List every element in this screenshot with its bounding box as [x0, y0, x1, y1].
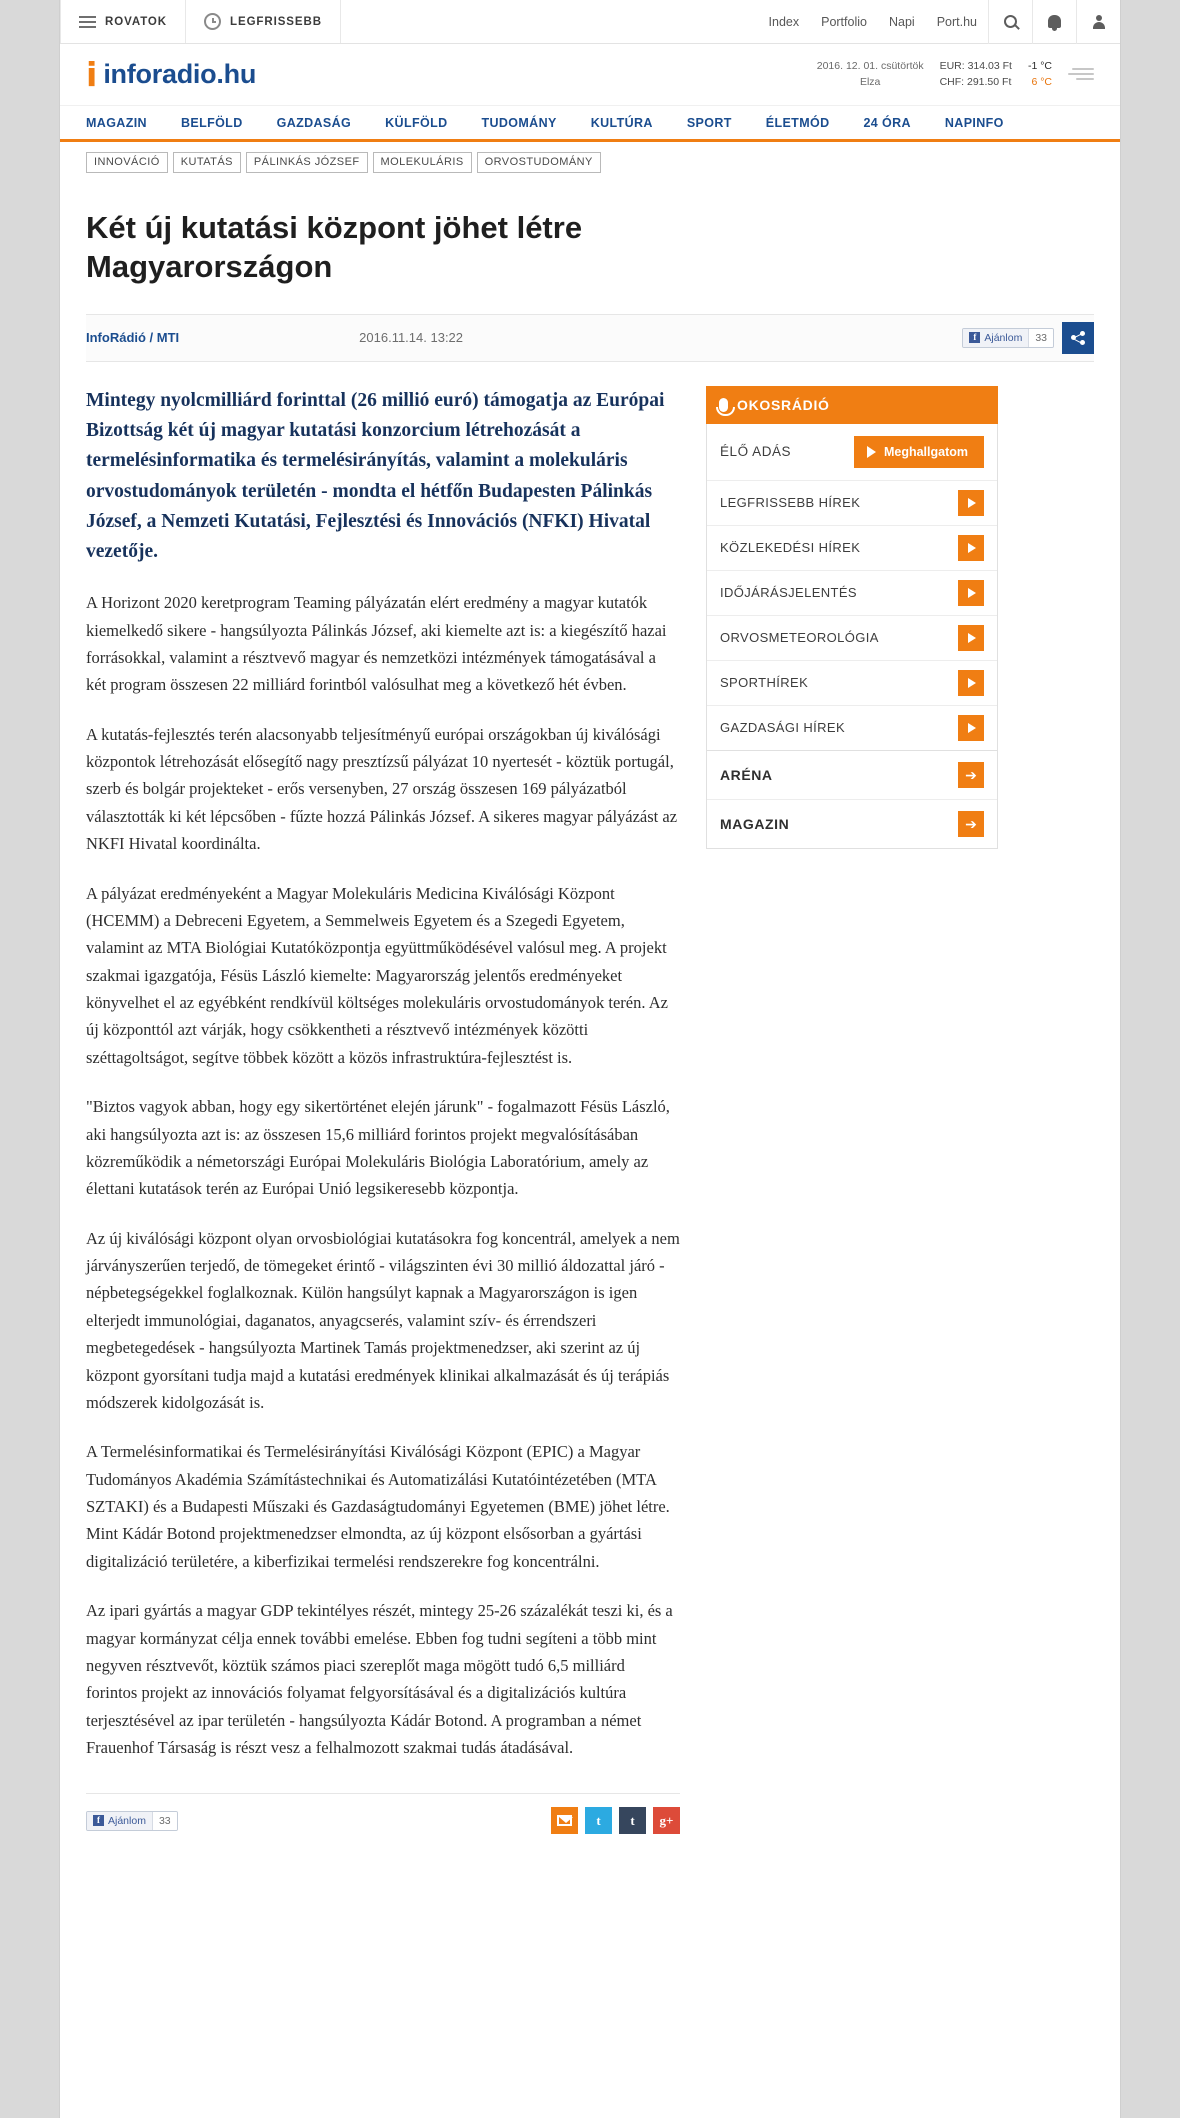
- currency-rates: [940, 59, 1012, 89]
- facebook-count: 33: [1028, 329, 1053, 347]
- play-button[interactable]: [958, 535, 984, 561]
- live-label: ÉLŐ ADÁS: [720, 444, 792, 460]
- top-bar-left: [60, 0, 341, 43]
- envelope-shape: [557, 1815, 572, 1826]
- google-plus-icon[interactable]: g+: [653, 1807, 680, 1834]
- show-label: GAZDASÁGI HÍREK: [720, 720, 846, 736]
- microphone-icon: [719, 398, 728, 412]
- facebook-recommend-label: Ajánlom: [108, 1814, 146, 1827]
- clock-icon: [204, 13, 221, 30]
- latest-button[interactable]: [186, 0, 341, 43]
- show-item-traffic[interactable]: [707, 526, 997, 571]
- play-icon: [968, 498, 976, 508]
- twitter-icon[interactable]: t: [585, 1807, 612, 1834]
- show-item-sport[interactable]: [707, 661, 997, 706]
- top-bar: [60, 0, 1120, 44]
- article-body: [86, 386, 680, 1784]
- article-paragraph: A Horizont 2020 keretprogram Teaming pályázatán elért eredmény a magyar kutatók kiemelkedő sikere - hangsúlyozta Pálinkás József, aki kiemelte azt is: a kiegészítő hazai forrásokkal, valamint a résztvevő magyar és nemzetközi intézmények támogatásával a két program összesen 22 milliárd forintból valósulhat meg a következő hét évben.: [86, 593, 667, 695]
- facebook-count: 33: [152, 1812, 177, 1830]
- toplink-index[interactable]: Index: [768, 14, 800, 29]
- nav-magazin[interactable]: MAGAZIN: [86, 115, 147, 130]
- logo-mark-icon: i: [86, 55, 98, 94]
- play-icon: [968, 588, 976, 598]
- nav-eletmod[interactable]: ÉLETMÓD: [765, 115, 830, 130]
- logo-row: [60, 44, 1120, 106]
- article-paragraph: A kutatás-fejlesztés terén alacsonyabb teljesítményű európai országokban új kiválósági központok létrehozását elősegítő nagy presztízsű pályázat 10 nyertesét - köztük portugál, szerb és bolgár projekteket - erős versenyben, 27 ország összesen 169 pályázatból választották ki két lépcsőben - fűzte hozzá Pálinkás József. A sikeres magyar pályázást az NKFI Hivatal koordinálta.: [86, 724, 678, 854]
- article-lead: Mintegy nyolcmilliárd forinttal (26 millió euró) támogatja az Európai Bizottság két új magyar kutatási konzorcium létrehozását a termelésinformatika és termelésirányítás, valamint a molekuláris orvostudományok területén - mondta el hétfőn Budapesten Pálinkás József, a Nemzeti Kutatási, Fejlesztési és Innovációs (NFKI) Hivatal vezetője.: [86, 389, 665, 562]
- show-label: SPORTHÍREK: [720, 675, 809, 691]
- latest-label: LEGFRISSEBB: [230, 15, 322, 28]
- user-icon: [1092, 15, 1106, 29]
- search-icon: [1004, 15, 1017, 28]
- temperatures: [1028, 59, 1052, 89]
- logo-text: [103, 59, 256, 90]
- smartradio-header: [706, 386, 998, 424]
- article-paragraph: A pályázat eredményeként a Magyar Molekuláris Medicina Kiválósági Központ (HCEMM) a Debreceni Egyetem, a Semmelweis Egyetem és a Szegedi Egyetem, valamint az MTA Biológiai Kutatóközpontja együttműködésével valósul meg. A projekt szakmai igazgatója, Fésüs László kiemelte: Magyarország jelentős eredményeket könyvelhet el az egyébként rendkívül költséges molekuláris orvostudományok terén. Az új központtól azt várják, hogy csökkentheti a résztvevő intézmények közötti széttagoltságot, segítve többek között a közös infrastruktúra-fejlesztést is.: [86, 883, 668, 1067]
- play-icon: [968, 678, 976, 688]
- article-source[interactable]: InfoRádió / MTI: [86, 330, 180, 346]
- listen-button[interactable]: [854, 436, 984, 468]
- top-bar-right: [758, 0, 1120, 43]
- main-nav: [60, 106, 1120, 142]
- toplink-portfolio[interactable]: Portfolio: [821, 14, 867, 29]
- promo-label: ARÉNA: [720, 766, 773, 783]
- facebook-icon: f: [969, 332, 980, 343]
- show-item-economy[interactable]: [707, 706, 997, 750]
- tag-item[interactable]: MOLEKULÁRIS: [373, 152, 472, 173]
- smartradio-title: OKOSRÁDIÓ: [737, 396, 830, 413]
- page-title: Két új kutatási központ jöhet létre Magyarországon: [86, 209, 583, 285]
- sections-menu-button[interactable]: [60, 0, 186, 43]
- facebook-recommend-inner: [87, 1812, 152, 1830]
- show-label: ORVOSMETEOROLÓGIA: [720, 630, 879, 646]
- hamburger-icon: [79, 16, 96, 28]
- show-item-latest-news[interactable]: [707, 481, 997, 526]
- tag-item[interactable]: PÁLINKÁS JÓZSEF: [246, 152, 368, 173]
- sections-menu-label: ROVATOK: [105, 15, 168, 28]
- tag-list: [60, 142, 1120, 173]
- facebook-icon: f: [93, 1815, 104, 1826]
- play-icon: [968, 633, 976, 643]
- promo-item-magazin[interactable]: [707, 800, 997, 848]
- temp-now: -1 °C: [1027, 60, 1052, 73]
- account-button[interactable]: [1076, 0, 1120, 44]
- promo-box: [706, 751, 998, 849]
- play-icon: [968, 543, 976, 553]
- toplink-porthu[interactable]: Port.hu: [936, 14, 977, 29]
- show-item-medical-meteo[interactable]: [707, 616, 997, 661]
- nav-tudomany[interactable]: TUDOMÁNY: [481, 115, 557, 130]
- weather-widget: [817, 59, 1094, 89]
- listen-label: Meghallgatom: [883, 444, 968, 459]
- site-logo[interactable]: [86, 55, 257, 94]
- tag-item[interactable]: KUTATÁS: [173, 152, 241, 173]
- tag-item[interactable]: ORVOSTUDOMÁNY: [477, 152, 601, 173]
- notifications-button[interactable]: [1032, 0, 1076, 44]
- logo-suffix: .hu: [216, 59, 257, 89]
- sidebar: [706, 386, 998, 1784]
- social-share-icons: [551, 1807, 680, 1834]
- article-paragraph: Az ipari gyártás a magyar GDP tekintélyes részét, mintegy 25-26 százalékát teszi ki, és a magyar kormányzat célja ennek további emelése. Ebben fog tudni segíteni a több mint negyven résztvevőt, köztük számos piaci szereplőt maga mögött tudó 6,5 milliárd forintos projekt az innovációs folyamat felgyorsításával és a digitalizációs kultúra terjesztésével az ipar területén - hangsúlyozta Kádár Botond. A programban a német Frauenhof Társaság is részt vesz a felhalmozott szakmai tudás átadásával.: [86, 1601, 673, 1758]
- site-shell: [60, 0, 1120, 2118]
- facebook-recommend-button-bottom[interactable]: [86, 1811, 178, 1831]
- cloud-wind-icon: [1068, 65, 1094, 85]
- article-paragraph: Az új kiválósági központ olyan orvosbiológiai kutatásokra fog koncentrál, amelyek a nem járványszerűen terjedő, de tömegeket érintő - világszinten évi 30 millió áldozattal járó - népbetegségekkel foglalkoznak. Külön hangsúlyt kapnak a Magyarországon is igen elterjedt immunológiai, daganatos, anyagcserés, valamint szív- és érrendszeri megbetegedések - hangsúlyozta Martinek Tamás projektmenedzser, aki szerint az új központ gyorsítani tudja majd a kutatási eredmények klinikai alkalmazását és új terápiás módszerek kidolgozását is.: [86, 1228, 680, 1412]
- tag-item[interactable]: INNOVÁCIÓ: [86, 152, 168, 173]
- byline: [86, 314, 1094, 362]
- live-broadcast-row: [707, 424, 997, 481]
- share-icon: [1071, 331, 1085, 345]
- arrow-right-icon[interactable]: ➔: [958, 762, 984, 788]
- byline-share: [962, 322, 1094, 354]
- play-button[interactable]: [958, 625, 984, 651]
- bell-icon: [1048, 15, 1061, 28]
- email-icon[interactable]: [551, 1807, 578, 1834]
- nav-kultura[interactable]: KULTÚRA: [590, 115, 653, 130]
- content-area: [60, 362, 1120, 1784]
- facebook-recommend-label: Ajánlom: [984, 331, 1023, 344]
- play-icon: [968, 723, 976, 733]
- show-label: IDŐJÁRÁSJELENTÉS: [720, 585, 857, 601]
- tumblr-icon[interactable]: t: [619, 1807, 646, 1834]
- toplink-napi[interactable]: Napi: [888, 14, 915, 29]
- article-paragraph: A Termelésinformatikai és Termelésirányítási Kiválósági Központ (EPIC) a Magyar Tudományos Akadémia Számítástechnikai és Automatizálási Kutatóintézetében (MTA SZTAKI) és a Budapesti Műszaki és Gazdaságtudományi Egyetemen (BME) jöhet létre. Mint Kádár Botond projektmenedzser elmondta, az új központ elsősorban a gyártási digitalizáció területére, a kiberfizikai termelési rendszerekre fog koncentrálni.: [86, 1442, 670, 1571]
- search-button[interactable]: [988, 0, 1032, 44]
- temp-next: 6 °C: [1031, 75, 1052, 88]
- facebook-recommend-inner: [963, 329, 1028, 347]
- play-icon: [867, 446, 876, 458]
- share-button[interactable]: [1062, 322, 1094, 354]
- smartradio-box: [706, 424, 998, 751]
- play-button[interactable]: [958, 715, 984, 741]
- eur-rate: EUR: 314.03 Ft: [939, 60, 1012, 73]
- arrow-right-icon[interactable]: ➔: [958, 811, 984, 837]
- show-item-weather[interactable]: [707, 571, 997, 616]
- footer-share-bar: [86, 1793, 680, 1847]
- show-label: KÖZLEKEDÉSI HÍREK: [720, 540, 861, 556]
- chf-rate: CHF: 291.50 Ft: [939, 75, 1012, 88]
- facebook-recommend-button[interactable]: [962, 328, 1054, 348]
- play-button[interactable]: [958, 670, 984, 696]
- nav-gazdasag[interactable]: GAZDASÁG: [276, 115, 352, 130]
- date-block: [817, 59, 924, 89]
- nav-belfold[interactable]: BELFÖLD: [180, 115, 243, 130]
- promo-label: MAGAZIN: [720, 815, 790, 832]
- nameday: Elza: [859, 75, 881, 88]
- play-button[interactable]: [958, 490, 984, 516]
- play-button[interactable]: [958, 580, 984, 606]
- article-paragraph: "Biztos vagyok abban, hogy egy sikertörténet elején járunk" - fogalmazott Fésüs László, aki hangsúlyozta azt is: az összesen 15,6 milliárd forintos projekt megvalósításában közreműködik a németországi Európai Molekuláris Biológia Laboratórium, amely az élettani kutatások terén az Európai Unió legsikeresebb központja.: [86, 1097, 670, 1199]
- current-date: 2016. 12. 01. csütörtök: [816, 60, 924, 73]
- nav-24ora[interactable]: 24 ÓRA: [863, 115, 911, 130]
- article-date: 2016.11.14. 13:22: [359, 330, 464, 346]
- nav-kulfold[interactable]: KÜLFÖLD: [385, 115, 448, 130]
- nav-sport[interactable]: SPORT: [686, 115, 732, 130]
- promo-item-arena[interactable]: [707, 751, 997, 800]
- logo-name: inforadio: [103, 59, 217, 89]
- nav-napinfo[interactable]: NAPINFO: [944, 115, 1004, 130]
- show-label: LEGFRISSEBB HÍREK: [720, 495, 861, 511]
